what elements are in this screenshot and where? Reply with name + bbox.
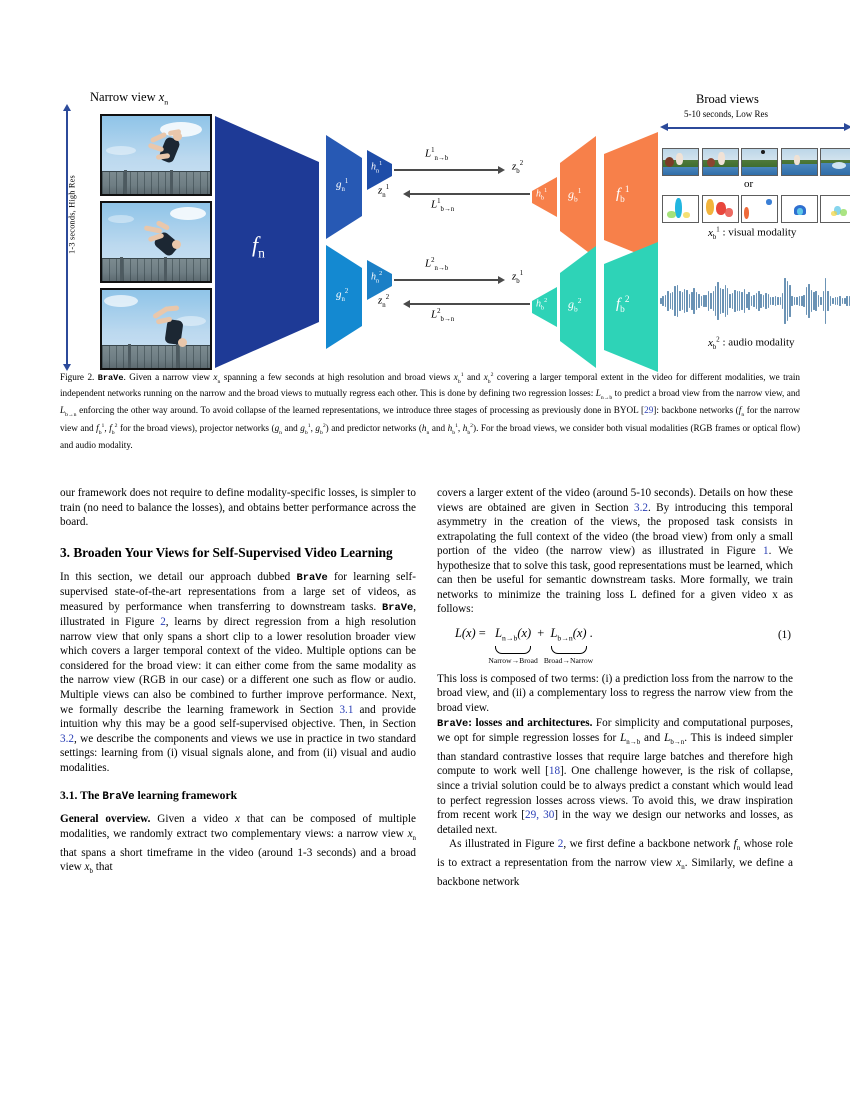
z-narrow-2-symbol: z <box>378 294 383 307</box>
visual-modality-caption: $x_b^1$ : visual modality <box>708 226 797 241</box>
arrow-head-n-to-b-1 <box>498 166 505 174</box>
right-secref-3-2[interactable]: 3.2 <box>633 501 648 514</box>
audio-modality-caption: $x_b^2$ : audio modality <box>708 336 795 351</box>
eq-term-1-symbol: L <box>495 625 502 640</box>
predictor-broad-1-label: $h_b^1$ <box>536 187 548 202</box>
eq-term-1-arg: (x) <box>517 625 532 640</box>
figure-2-diagram <box>60 92 800 372</box>
loss-b-to-n-1-label: $L^1_{b\to n}$ <box>431 198 455 213</box>
high-res-axis-label: 1-3 seconds, High Res <box>67 175 77 254</box>
left-secref-3-1[interactable]: 3.1 <box>339 703 354 716</box>
projector-narrow-2-trapezoid <box>326 245 366 349</box>
right-para-1-b: . By introducing this temporal asymmetry in the creation of the views, the proposed task consists in extrapolating the full context of the video (the broad view) from only a small portion of the video (the narrow view) as illustrated in Figure <box>437 501 793 558</box>
predictor-narrow-2-symbol: h <box>371 271 376 283</box>
backbone-broad-2-symbol: f <box>616 296 621 312</box>
backbone-broad-2-label: $f_b^2$ <box>616 295 630 315</box>
left-para-1 <box>60 570 416 776</box>
equation-term-1 <box>488 625 538 665</box>
narrow-view-title-text: Narrow view <box>90 90 156 104</box>
predictor-broad-2-trapezoid <box>530 287 557 327</box>
left-secref-3-2[interactable]: 3.2 <box>60 732 74 745</box>
projector-broad-1-trapezoid <box>558 136 598 258</box>
projector-narrow-1-symbol: g <box>336 178 342 191</box>
section-3-1-method: BraVe <box>102 791 135 804</box>
left-para-1-a: In this section, we detail our approach dubbed <box>60 570 297 583</box>
broad-view-flow-frame-2 <box>702 195 739 223</box>
audio-waveform <box>660 270 850 332</box>
narrow-view-symbol-sub: n <box>164 97 169 107</box>
z-narrow-1-symbol: z <box>378 184 383 197</box>
left-para-2-runin: General overview. <box>60 813 151 826</box>
arrow-loss-n-to-b-1 <box>394 169 499 171</box>
right-text-column <box>437 486 793 889</box>
loss-b-to-n-1-symbol: L <box>431 198 438 211</box>
broad-view-rgb-frame-2 <box>702 148 739 176</box>
left-para-2: General overview. Given a video x that can be composed of multiple modalities, we randomly extract two complementary views: a narrow view $x_n$ that spans a short timeframe in the video (around 1-3 seconds) and a broad view $x_b$ that <box>60 813 416 876</box>
predictor-broad-2-symbol: h <box>536 298 541 310</box>
equation-1 <box>437 626 793 666</box>
left-para-continued: our framework does not require to define modality-specific losses, is simpler to train (no need to balance the losses), and obtains better performance across the board. <box>60 487 416 529</box>
backbone-narrow-symbol: f <box>252 232 259 257</box>
right-para-4: As illustrated in Figure 2, we first define a backbone network $f_n$ whose role is to extract a representation from the narrow view $x_n$. Similarly, we define a backbone network <box>437 838 793 888</box>
right-para-2: This loss is composed of two terms: (i) a prediction loss from the narrow to the broad view, and (ii) a complementary loss to regress the narrow view from the broad view. <box>437 672 793 715</box>
broad-view-flow-strip <box>662 195 850 223</box>
narrow-view-frames <box>100 114 212 375</box>
arrow-head-b-to-n-1 <box>403 190 410 198</box>
right-ref-29-30[interactable]: 29, 30 <box>525 809 555 822</box>
arrow-head-n-to-b-2 <box>498 276 505 284</box>
eq-term-2-sub: b→n <box>557 633 573 643</box>
broad-views-subtitle: 5-10 seconds, Low Res <box>684 109 768 119</box>
section-3-1-heading <box>60 788 416 805</box>
right-para-4-a: As illustrated in Figure <box>449 838 558 851</box>
projector-narrow-1-trapezoid <box>326 135 366 239</box>
right-para-1 <box>437 486 793 617</box>
backbone-narrow-sub: n <box>258 245 265 261</box>
left-para-1-d: , learns by direct regression from a high resolution narrow view that only spans a short clip to a lower resolution broader view which covers a larger temporal context of the video. Multiple options can be considered for the broad view: it can either come from the same modality as the narrow view (RGB in our case) or a different one such as flow or audio. Multiple views can also be combined to further improve performance. Next, we formally describe the learning framework in Section <box>60 616 416 716</box>
left-para-1-e: and provide intuition why this may be a good self-supervised objective. Then, in Section <box>60 703 417 731</box>
figure-caption: Figure 2. BraVe. Given a narrow view $x_n$ spanning a few seconds at high resolution and broad views $x_b^1$ and $x_b^2$ covering a larger temporal extent in the video for different modalities, we train independent networks running on the narrow and the broad views to mutually regress each other. This is done by defining two regression losses: $L_{n\to b}$ to predict a broad view from the narrow view, and $L_{b\to n}$ enforcing the other way around. To avoid collapse of the learned representations, we introduce three stages of processing as previously done in BYOL [29]: backbone networks ($f_n$ for the narrow view and $f_b^1$, $f_b^2$ for the broad views), projector networks ($g_n$ and $g_b^1$, $g_b^2$) and predictor networks ($h_n$ and $h_b^1$, $h_b^2$). For the broad views, we consider both visual modalities (RGB frames or optical flow) and audio modality. <box>60 372 801 450</box>
predictor-broad-1-trapezoid <box>530 177 557 217</box>
broad-view-rgb-frame-1 <box>662 148 699 176</box>
z-narrow-2-label: $z_n^2$ <box>378 294 390 309</box>
narrow-view-frame-3 <box>100 288 212 370</box>
arrow-loss-n-to-b-2 <box>394 279 499 281</box>
left-figref-2[interactable]: 2 <box>160 616 166 629</box>
left-para-1-method-1: BraVe <box>296 571 328 584</box>
projector-broad-2-trapezoid <box>558 246 598 368</box>
projector-narrow-2-label: $g_n^2$ <box>336 288 349 303</box>
predictor-narrow-1-label: $h_n^1$ <box>371 160 383 175</box>
predictor-broad-1-symbol: h <box>536 188 541 200</box>
broad-view-flow-frame-1 <box>662 195 699 223</box>
section-3-1-number: 3.1. <box>60 789 78 803</box>
arrow-head-b-to-n-2 <box>403 300 410 308</box>
z-broad-1-label: $z_b^1$ <box>512 270 524 285</box>
equation-term-2 <box>543 625 594 665</box>
projector-narrow-1-label: $g_n^1$ <box>336 178 349 193</box>
broad-view-flow-frame-4 <box>781 195 818 223</box>
z-broad-2-label: $z_b^2$ <box>512 160 524 175</box>
eq-plus: + <box>537 625 545 640</box>
broad-views-duration-axis <box>667 127 845 129</box>
eq-underbrace-label-1: Narrow→Broad <box>488 655 538 665</box>
projector-narrow-2-symbol: g <box>336 288 342 301</box>
left-para-1-method-2: BraVe <box>381 601 414 614</box>
left-para-1-c: , illustrated in Figure <box>60 600 416 629</box>
section-3-number: 3. <box>60 544 70 560</box>
projector-broad-2-label: $g_b^2$ <box>568 296 582 314</box>
equation-1-body: L(x) = $L_{n\to b}(x)$ Narrow→Broad + $L_{b\to n}(x)$ Broad→Narrow . <box>455 626 593 646</box>
projector-broad-1-symbol: g <box>568 187 574 201</box>
narrow-view-frame-2 <box>100 201 212 283</box>
narrow-view-frame-1 <box>100 114 212 196</box>
broad-view-flow-frame-5 <box>820 195 850 223</box>
loss-n-to-b-2-symbol: L <box>425 257 432 270</box>
z-broad-2-symbol: z <box>512 160 517 173</box>
or-separator-text: or <box>744 178 754 190</box>
caption-ref-29[interactable]: 29 <box>644 404 654 415</box>
predictor-broad-2-label: $h_b^2$ <box>536 297 548 312</box>
eq-term-1-sub: n→b <box>501 633 518 643</box>
right-figref-1[interactable]: 1 <box>762 545 769 558</box>
predictor-narrow-2-label: $h_n^2$ <box>371 270 383 285</box>
right-para-1-c: . We hypothesize that to solve this task, good representations must be learned, which can then be useful for semantic downstream tasks. More formally, we train networks to minimize the training loss L defined for a given video x as follows: <box>437 545 793 616</box>
backbone-broad-1-symbol: f <box>616 186 621 202</box>
equation-1-number: (1) <box>777 628 791 641</box>
visual-modality-symbol: x <box>708 226 713 239</box>
broad-view-rgb-strip <box>662 148 850 176</box>
section-3-heading <box>60 544 416 561</box>
backbone-broad-1-label: $f_b^1$ <box>616 185 630 205</box>
right-ref-18[interactable]: 18 <box>548 765 561 778</box>
eq-term-2-arg: (x) <box>572 625 587 640</box>
loss-n-to-b-2-label: $L^2_{n\to b}$ <box>425 257 449 272</box>
visual-modality-caption-text: : visual modality <box>722 226 797 239</box>
arrow-loss-b-to-n-1 <box>410 193 530 195</box>
narrow-view-title <box>90 90 168 107</box>
audio-modality-symbol: x <box>708 336 713 349</box>
predictor-narrow-1-symbol: h <box>371 161 376 173</box>
eq-period: . <box>589 625 593 640</box>
projector-broad-1-label: $g_b^1$ <box>568 186 582 204</box>
left-text-column <box>60 486 416 879</box>
eq-underbrace-label-2: Broad→Narrow <box>543 655 594 665</box>
right-figref-2[interactable]: 2 <box>557 838 564 851</box>
broad-view-rgb-frame-3 <box>741 148 778 176</box>
z-narrow-1-label: $z_n^1$ <box>378 184 390 199</box>
figure-caption-label: Figure 2. <box>60 372 95 383</box>
broad-view-rgb-frame-5 <box>820 148 850 176</box>
loss-b-to-n-2-label: $L^2_{b\to n}$ <box>431 308 455 323</box>
broad-view-flow-frame-3 <box>741 195 778 223</box>
z-broad-1-symbol: z <box>512 270 517 283</box>
backbone-narrow-trapezoid <box>215 116 325 368</box>
arrow-loss-b-to-n-2 <box>410 303 530 305</box>
loss-n-to-b-1-label: $L^1_{n\to b}$ <box>425 147 449 162</box>
figure-caption-method: BraVe <box>97 373 124 384</box>
right-para-3: BraVe: losses and architectures. For simplicity and computational purposes, we opt for simple regression losses for $L_{n\to b}$ and $L_{b\to n}$. This is indeed simpler than standard contrastive losses that require large batches and therefore high compute to work well [18]. One challenge however, is the risk of collapse, since a trivial solution could be to always predict a constant which would lead to perfect regression losses across views. To avoid this, we draw inspiration from recent work [29, 30] in the way we design our networks and losses, as detailed next. <box>437 716 794 836</box>
broad-view-rgb-frame-4 <box>781 148 818 176</box>
section-3-1-title-post: learning framework <box>134 789 238 803</box>
right-para-3-runin: : losses and architectures. <box>468 716 593 729</box>
right-para-3-method: BraVe <box>437 717 469 730</box>
backbone-broad-2-trapezoid <box>600 242 660 372</box>
right-para-1-a: covers a larger extent of the video (around 5-10 seconds). Details on how these views are obtained are given in Section <box>437 487 793 514</box>
loss-n-to-b-1-symbol: L <box>425 147 432 160</box>
loss-b-to-n-2-symbol: L <box>431 308 438 321</box>
narrow-view-symbol: x <box>158 90 165 104</box>
section-3-1-title-pre: The <box>80 789 103 803</box>
audio-modality-caption-text: : audio modality <box>722 336 795 349</box>
left-para-1-f: , we describe the components and views we use in practice in two standard settings: learning from (i) visual signals alone, and from (ii) visual and audio modalities. <box>60 732 416 774</box>
projector-broad-2-symbol: g <box>568 297 574 311</box>
broad-views-title: Broad views <box>696 92 759 106</box>
left-para-1-b: for learning self-supervised state-of-the-art representations from a large set of videos, as measured by performance when transferring to downstream tasks. <box>60 570 417 613</box>
eq-term-2-symbol: L <box>550 625 558 640</box>
section-3-title: Broaden Your Views for Self-Supervised Video Learning <box>73 544 393 560</box>
